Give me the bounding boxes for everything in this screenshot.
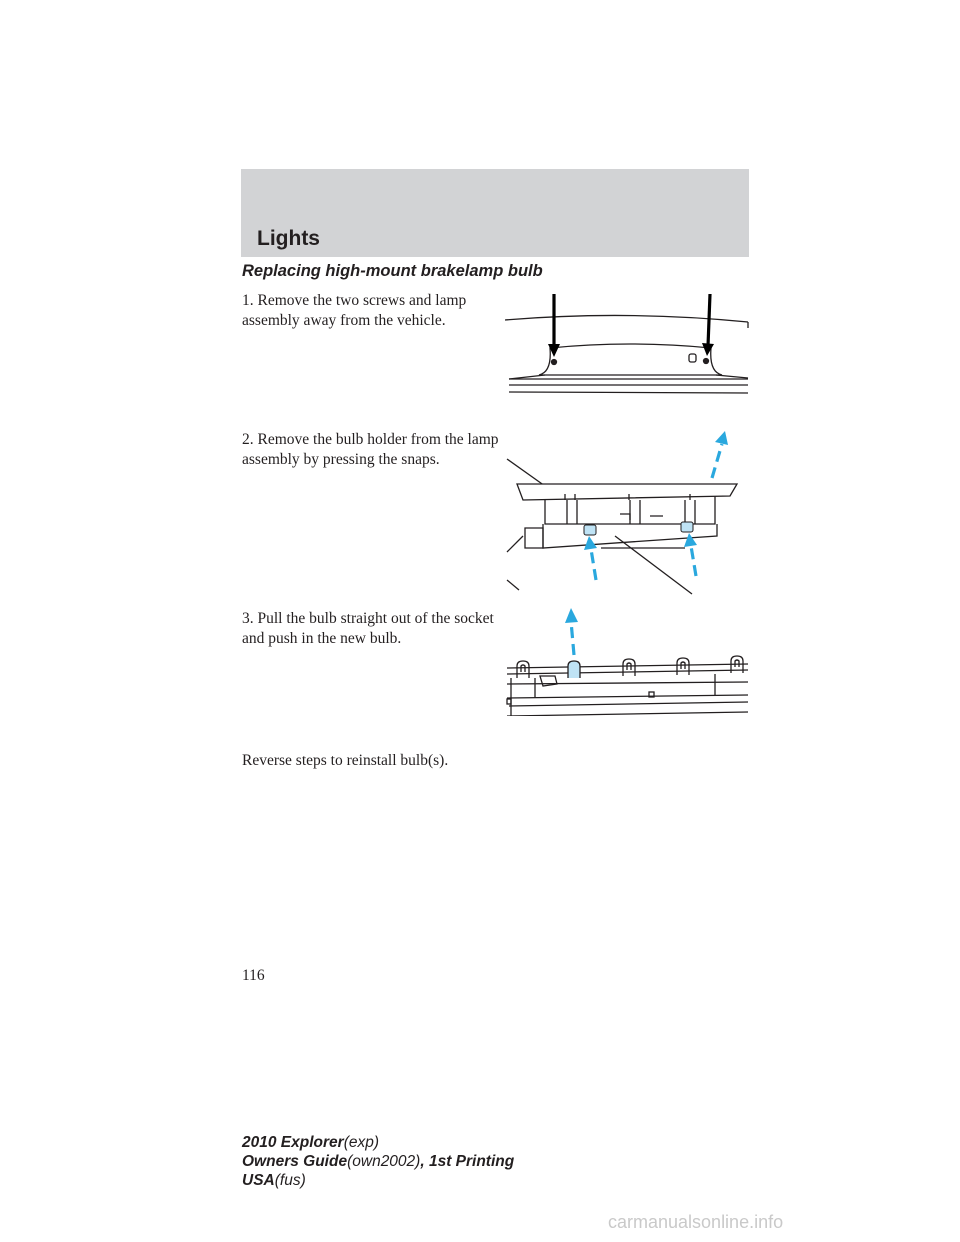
press-snap-arrow-right-icon — [684, 533, 697, 576]
remove-holder-arrow-icon — [712, 431, 728, 478]
closing-instruction: Reverse steps to reinstall bulb(s). — [242, 752, 449, 769]
step-2-text: 2. Remove the bulb holder from the lamp assembly by pressing the snaps. — [242, 431, 499, 468]
bulb-socket-illustration — [505, 606, 750, 716]
document-footer — [242, 1133, 514, 1190]
section-title: Lights — [257, 227, 320, 250]
bulb-highlight — [568, 661, 580, 678]
section-header-band — [241, 169, 749, 257]
screw-arrow-left-icon — [548, 294, 560, 357]
bulb-holder-snaps-illustration — [505, 424, 750, 596]
screw-arrow-right-icon — [702, 294, 714, 356]
footer-line-1: 2010 Explorer(exp) — [242, 1134, 380, 1151]
footer-line-3: USA(fus) — [242, 1172, 306, 1189]
page-number: 116 — [242, 967, 265, 984]
procedure-heading: Replacing high-mount brakelamp bulb — [242, 262, 543, 280]
press-snap-arrow-left-icon — [584, 536, 597, 580]
snap-right-highlight — [681, 522, 693, 532]
pull-bulb-arrow-icon — [565, 608, 578, 655]
step-1-text: 1. Remove the two screws and lamp assembly away from the vehicle. — [242, 292, 467, 329]
snap-left-highlight — [584, 525, 596, 535]
footer-line-2: Owners Guide(own2002), 1st Printing — [242, 1153, 515, 1170]
watermark: carmanualsonline.info — [608, 1212, 784, 1232]
step-3-text: 3. Pull the bulb straight out of the socket and push in the new bulb. — [242, 610, 494, 647]
lamp-assembly-screws-illustration — [505, 292, 750, 400]
